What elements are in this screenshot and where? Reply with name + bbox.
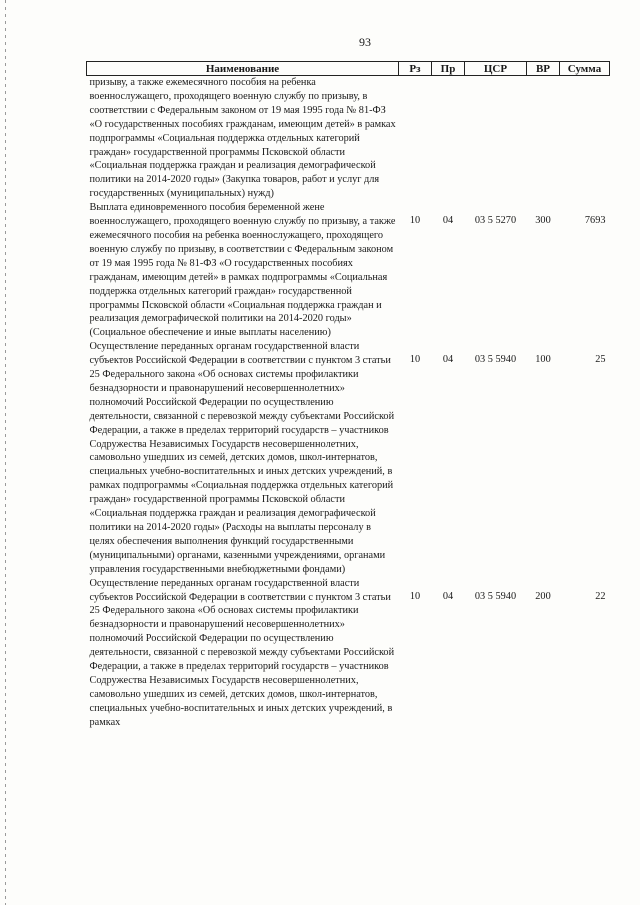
row-name: Осуществление переданных органам государственной власти субъектов Российской Федерации в соответствии с пунктом 3 статьи 25 Федерального закона «Об основах системы профилактики безнадзорности и правонарушений несовершеннолетних» полномочий Российской Федерации по осуществлению деятельности, связанной с перевозкой между субъектами Российской Федерации, а также в пределах территорий государств – участников Содружества Независимых Государств несовершеннолетних, самовольно ушедших из семей, детских домов, школ-интернатов, специальных учебно-воспитательных и иных детских учреждений, в рамках подпрограммы «Социальная поддержка отдельных категорий граждан» государственной программы Псковской области «Социальная поддержка граждан и реализация демографической политики на 2014-2020 годы» (Расходы на выплаты персоналу в целях обеспечения выполнения функций государственными (муниципальными) органами, казенными учреждениями, органами управления государственными внебюджетными фондами) <box>89 341 395 575</box>
column-header-name: Наименование <box>87 62 399 76</box>
page-number: 93 <box>359 35 371 49</box>
row-pr: 04 <box>442 590 454 602</box>
row-vr: 300 <box>535 215 551 227</box>
row-name: Выплата единовременного пособия беременной жене военнослужащего, проходящего военную службу по призыву, а также ежемесячного пособия на ребенка военнослужащего, проходящего военную службу по призыву, в соответствии с Федеральным законом от 19 мая 1995 года № 81-ФЗ «О государственных пособиях гражданам, имеющим детей» в рамках подпрограммы «Социальная поддержка отдельных категорий граждан» государственной программы Псковской области «Социальная поддержка граждан и реализация демографической политики на 2014-2020 годы» (Социальное обеспечение и иные выплаты населению) <box>89 202 396 339</box>
row-csr: 03 5 5270 <box>474 215 517 227</box>
budget-table <box>86 61 610 730</box>
column-header-sum: Сумма <box>560 62 610 76</box>
row-sum: 25 <box>595 354 606 366</box>
row-vr: 100 <box>535 354 551 366</box>
row-rz: 10 <box>409 215 421 227</box>
column-header-rz: Рз <box>399 62 432 76</box>
row-name: Осуществление переданных органам государственной власти субъектов Российской Федерации в соответствии с пунктом 3 статьи 25 Федерального закона «Об основах системы профилактики безнадзорности и правонарушений несовершеннолетних» полномочий Российской Федерации по осуществлению деятельности, связанной с перевозкой между субъектами Российской Федерации, а также в пределах территорий государств – участников Содружества Независимых Государств несовершеннолетних, самовольно ушедших из семей, детских домов, школ-интернатов, специальных учебно-воспитательных и иных детских учреждений, в рамках <box>89 577 395 728</box>
row-pr <box>432 76 465 202</box>
row-csr: 03 5 5940 <box>474 590 517 602</box>
table-row <box>87 340 610 576</box>
row-rz <box>399 76 432 202</box>
column-header-pr: Пр <box>432 62 465 76</box>
column-header-csr: ЦСР <box>465 62 527 76</box>
table-row <box>87 76 610 202</box>
scan-edge-line <box>5 0 6 905</box>
row-csr <box>465 76 527 202</box>
row-vr <box>527 76 560 202</box>
row-pr: 04 <box>442 215 454 227</box>
row-sum <box>560 76 610 202</box>
row-sum: 7693 <box>584 215 606 227</box>
table-header-row <box>87 62 610 76</box>
row-pr: 04 <box>442 354 454 366</box>
column-header-vr: ВР <box>527 62 560 76</box>
row-rz: 10 <box>409 590 421 602</box>
row-rz: 10 <box>409 354 421 366</box>
row-csr: 03 5 5940 <box>474 354 517 366</box>
row-sum: 22 <box>595 590 606 602</box>
table-row <box>87 201 610 340</box>
table-row <box>87 577 610 730</box>
row-vr: 200 <box>535 590 551 602</box>
row-name: призыву, а также ежемесячного пособия на ребенка военнослужащего, проходящего военную службу по призыву, в соответствии с Федеральным законом от 19 мая 1995 года № 81-ФЗ «О государственных пособиях гражданам, имеющим детей» в рамках подпрограммы «Социальная поддержка отдельных категорий граждан» государственной программы Псковской области «Социальная поддержка граждан и реализация демографической политики на 2014-2020 годы» (Закупка товаров, работ и услуг для государственных (муниципальных) нужд) <box>89 77 396 200</box>
